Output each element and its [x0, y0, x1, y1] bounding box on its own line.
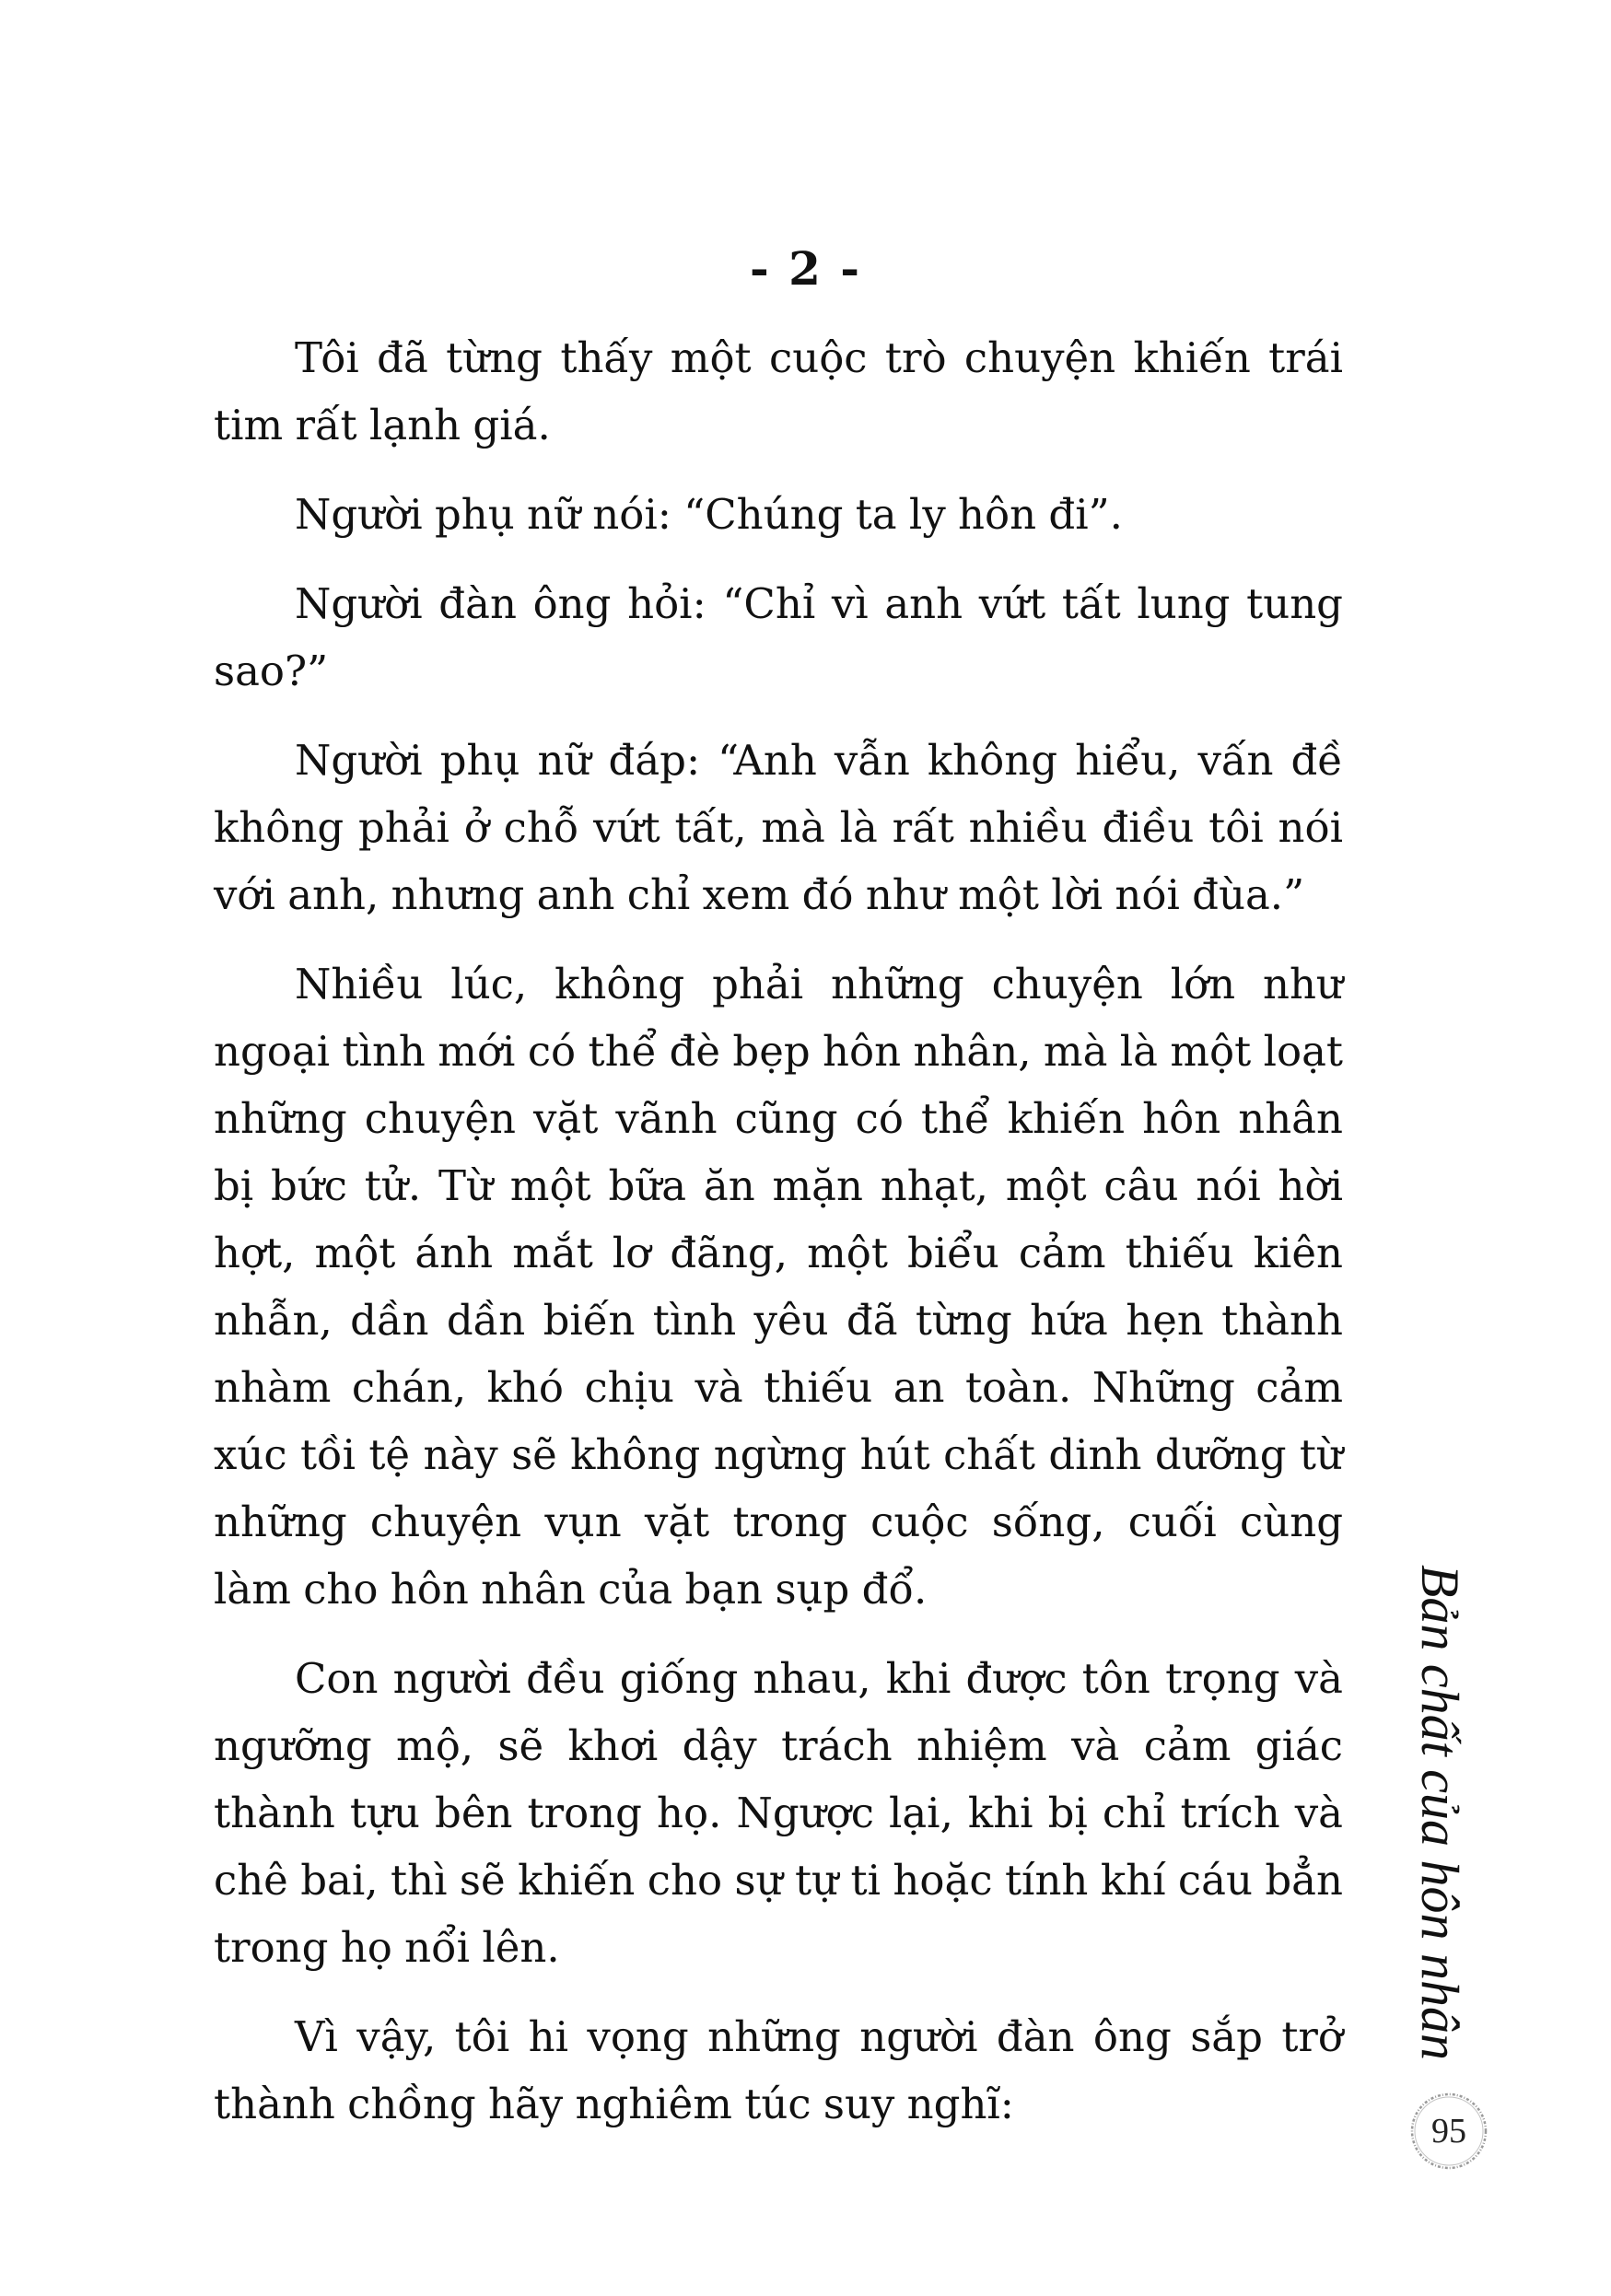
paragraph: Người phụ nữ nói: “Chúng ta ly hôn đi”.: [295, 490, 1123, 539]
paragraph: Con người đều giống nhau, khi được tôn trọng và ngưỡng mộ, sẽ khơi dậy trách nhiệm và cảm giác thành tựu bên trong họ. Ngược lại, khi bị chỉ trích và chê bai, thì sẽ khiến cho sự tự ti hoặc tính khí cáu bẳn trong họ nổi lên.: [214, 1654, 1343, 1972]
body-text: [214, 324, 1343, 2160]
paragraph: Người phụ nữ đáp: “Anh vẫn không hiểu, vấn đề không phải ở chỗ vứt tất, mà là rất nhiều điều tôi nói với anh, nhưng anh chỉ xem đó như một lời nói đùa.”: [214, 736, 1343, 919]
page-number: 95: [1431, 2112, 1466, 2150]
chapter-number: - 2 -: [749, 241, 862, 296]
running-book-title: Bản chất của hôn nhân: [1410, 1564, 1470, 2061]
page-number-badge: [1407, 2089, 1491, 2174]
paragraph: Tôi đã từng thấy một cuộc trò chuyện khiến trái tim rất lạnh giá.: [214, 333, 1343, 449]
paragraph: Vì vậy, tôi hi vọng những người đàn ông sắp trở thành chồng hãy nghiêm túc suy nghĩ:: [214, 2012, 1343, 2128]
paragraph: Nhiều lúc, không phải những chuyện lớn như ngoại tình mới có thể đè bẹp hôn nhân, mà là một loạt những chuyện vặt vãnh cũng có thể khiến hôn nhân bị bức tử. Từ một bữa ăn mặn nhạt, một câu nói hời hợt, một ánh mắt lơ đãng, một biểu cảm thiếu kiên nhẫn, dần dần biến tình yêu đã từng hứa hẹn thành nhàm chán, khó chịu và thiếu an toàn. Những cảm xúc tồi tệ này sẽ không ngừng hút chất dinh dưỡng từ những chuyện vụn vặt trong cuộc sống, cuối cùng làm cho hôn nhân của bạn sụp đổ.: [214, 960, 1343, 1614]
paragraph: Người đàn ông hỏi: “Chỉ vì anh vứt tất lung tung sao?”: [214, 579, 1343, 695]
